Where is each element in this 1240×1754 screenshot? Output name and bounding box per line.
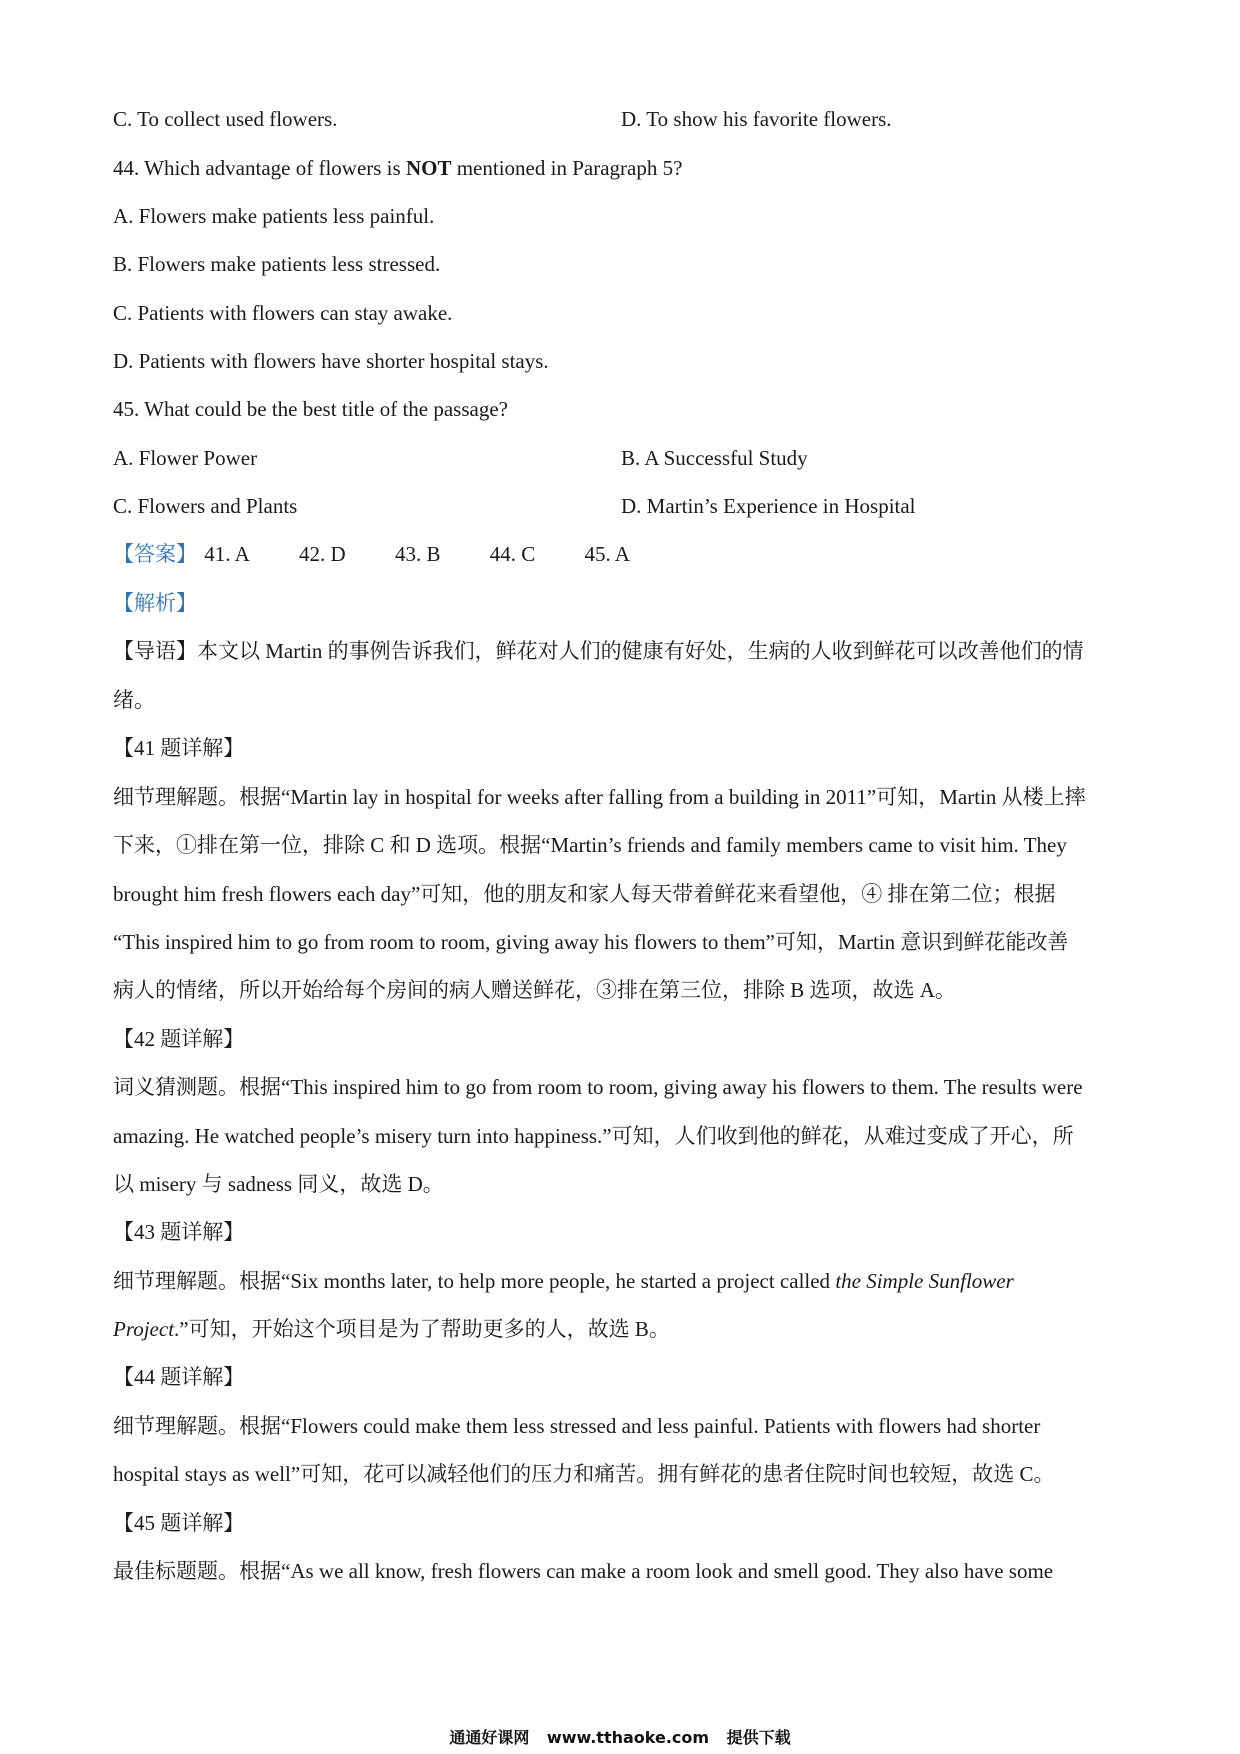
detail-45-line-1: 最佳标题题。根据“As we all know, fresh flowers can make a room look and smell good. They also have some: [113, 1559, 1054, 1583]
intro-line-2: 绪。: [113, 688, 155, 712]
footer-site-name: 通通好课网: [449, 1728, 530, 1747]
detail-41-line-1: 细节理解题。根据“Martin lay in hospital for weeks after falling from a building in 2011”可知，Martin 从楼上摔: [113, 785, 1086, 809]
q44-stem-emphasis: NOT: [405, 156, 452, 180]
detail-44-line-1: 细节理解题。根据“Flowers could make them less stressed and less painful. Patients with flowers had shorter: [113, 1414, 1041, 1438]
detail-42-line-3: 以 misery 与 sadness 同义，故选 D。: [113, 1172, 444, 1196]
analysis-label: 【解析】: [113, 591, 197, 615]
detail-41-heading: 【41 题详解】: [113, 736, 245, 760]
q44-option-c: C. Patients with flowers can stay awake.: [113, 301, 453, 325]
q45-option-a: A. Flower Power: [113, 446, 258, 470]
answer-row: [113, 540, 1133, 568]
detail-42-line-2: amazing. He watched people’s misery turn into happiness.”可知，人们收到他的鲜花，从难过变成了开心，所: [113, 1124, 1074, 1148]
q45-options-row-1: [113, 444, 1133, 472]
q45-option-d: D. Martin’s Experience in Hospital: [621, 494, 916, 518]
footer-url[interactable]: www.tthaoke.com: [546, 1728, 710, 1747]
detail-43-line-2: Project.”可知，开始这个项目是为了帮助更多的人，故选 B。: [113, 1317, 670, 1341]
q44-option-b: B. Flowers make patients less stressed.: [113, 252, 441, 276]
answer-43: 43. B: [394, 542, 441, 566]
detail-41-line-4: “This inspired him to go from room to room, giving away his flowers to them”可知，Martin 意识到鲜花能改善: [113, 930, 1069, 954]
detail-41-line-2: 下来，①排在第一位，排除 C 和 D 选项。根据“Martin’s friends and family members came to visit him. They: [113, 833, 1067, 857]
project-name-italic-cont: Project: [113, 1317, 175, 1341]
answer-42: 42. D: [299, 542, 346, 566]
answer-45: 45. A: [584, 542, 630, 566]
q45-option-b: B. A Successful Study: [621, 446, 808, 470]
detail-45-heading: 【45 题详解】: [113, 1511, 245, 1535]
q43-option-c: C. To collect used flowers.: [113, 107, 338, 131]
detail-42-heading: 【42 题详解】: [113, 1027, 245, 1051]
q45-options-row-2: [113, 492, 1133, 520]
project-name-italic: the Simple Sunflower: [835, 1269, 1014, 1293]
answer-44: 44. C: [489, 542, 536, 566]
footer-suffix: 提供下载: [726, 1728, 791, 1747]
detail-44-heading: 【44 题详解】: [113, 1365, 245, 1389]
detail-41-line-3: brought him fresh flowers each day”可知，他的朋友和家人每天带着鲜花来看望他，④ 排在第二位；根据: [113, 882, 1056, 906]
q44-option-d: D. Patients with flowers have shorter hospital stays.: [113, 349, 549, 373]
page-footer: [0, 1728, 1240, 1748]
q43-options-row: [113, 105, 1133, 133]
q45-option-c: C. Flowers and Plants: [113, 494, 298, 518]
detail-43-line-1: 细节理解题。根据“Six months later, to help more people, he started a project called the Simple Sunflower: [113, 1269, 1014, 1293]
intro-line-1: 【导语】本文以 Martin 的事例告诉我们，鲜花对人们的健康有好处，生病的人收到鲜花可以改善他们的情: [113, 639, 1084, 663]
detail-41-line-5: 病人的情绪，所以开始给每个房间的病人赠送鲜花，③排在第三位，排除 B 选项，故选 A。: [113, 978, 956, 1002]
detail-42-line-1: 词义猜测题。根据“This inspired him to go from room to room, giving away his flowers to them. The results were: [113, 1075, 1083, 1099]
answer-label: 【答案】: [113, 542, 197, 566]
detail-44-line-2: hospital stays as well”可知，花可以减轻他们的压力和痛苦。拥有鲜花的患者住院时间也较短，故选 C。: [113, 1462, 1055, 1486]
q45-stem: 45. What could be the best title of the passage?: [113, 397, 508, 421]
q44-stem: 44. Which advantage of flowers is NOT mentioned in Paragraph 5?: [113, 156, 683, 180]
answer-41: 41. A: [204, 542, 250, 566]
q44-option-a: A. Flowers make patients less painful.: [113, 204, 435, 228]
q43-option-d: D. To show his favorite flowers.: [621, 107, 892, 131]
detail-43-heading: 【43 题详解】: [113, 1220, 245, 1244]
